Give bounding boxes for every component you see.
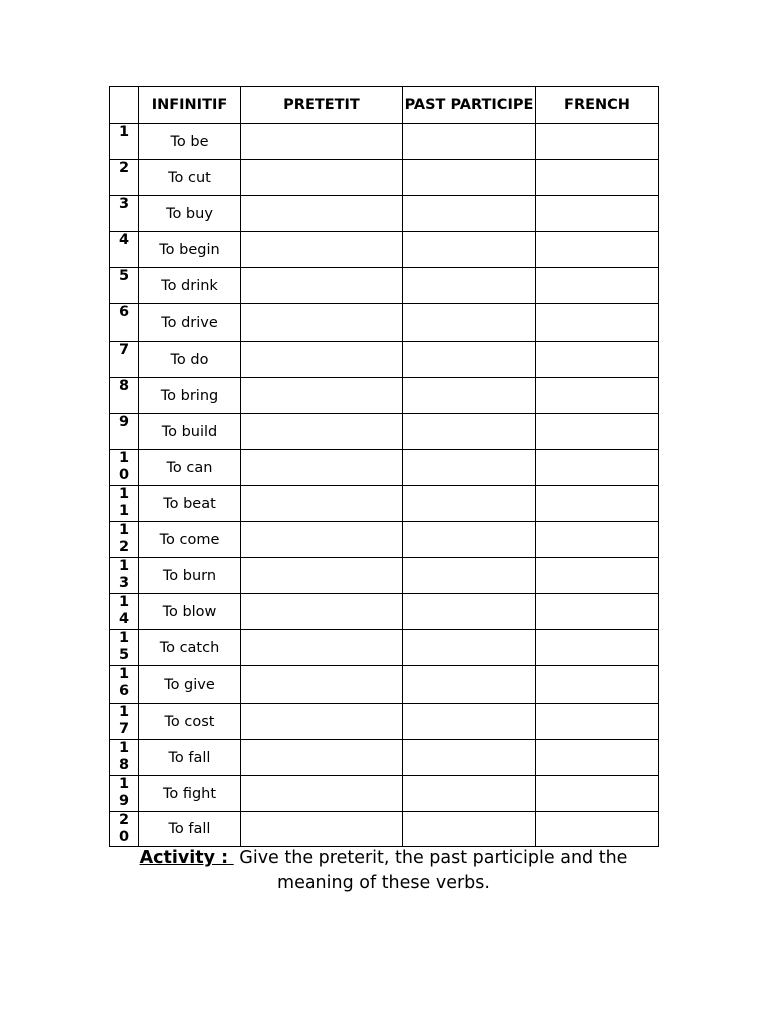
row-number: 8 <box>110 378 139 414</box>
row-number: 17 <box>110 704 139 740</box>
row-number: 14 <box>110 594 139 630</box>
row-number: 16 <box>110 666 139 704</box>
infinitive-cell: To catch <box>139 630 241 666</box>
french-cell[interactable] <box>536 304 659 342</box>
row-number: 9 <box>110 414 139 450</box>
table-row <box>110 196 659 232</box>
past-participle-cell[interactable] <box>403 268 536 304</box>
table-row <box>110 630 659 666</box>
french-cell[interactable] <box>536 414 659 450</box>
infinitive-cell: To fall <box>139 812 241 847</box>
french-cell[interactable] <box>536 196 659 232</box>
past-participle-cell[interactable] <box>403 414 536 450</box>
french-cell[interactable] <box>536 558 659 594</box>
preterit-cell[interactable] <box>241 124 403 160</box>
row-number: 3 <box>110 196 139 232</box>
infinitive-cell: To begin <box>139 232 241 268</box>
french-cell[interactable] <box>536 378 659 414</box>
preterit-cell[interactable] <box>241 304 403 342</box>
table-row <box>110 666 659 704</box>
past-participle-cell[interactable] <box>403 812 536 847</box>
header-french: FRENCH <box>536 87 659 124</box>
past-participle-cell[interactable] <box>403 378 536 414</box>
french-cell[interactable] <box>536 594 659 630</box>
infinitive-cell: To do <box>139 342 241 378</box>
french-cell[interactable] <box>536 704 659 740</box>
french-cell[interactable] <box>536 630 659 666</box>
infinitive-cell: To be <box>139 124 241 160</box>
infinitive-cell: To fall <box>139 740 241 776</box>
french-cell[interactable] <box>536 268 659 304</box>
table-row <box>110 704 659 740</box>
french-cell[interactable] <box>536 776 659 812</box>
table-row <box>110 124 659 160</box>
past-participle-cell[interactable] <box>403 666 536 704</box>
preterit-cell[interactable] <box>241 522 403 558</box>
past-participle-cell[interactable] <box>403 630 536 666</box>
infinitive-cell: To can <box>139 450 241 486</box>
row-number: 12 <box>110 522 139 558</box>
preterit-cell[interactable] <box>241 486 403 522</box>
preterit-cell[interactable] <box>241 630 403 666</box>
past-participle-cell[interactable] <box>403 704 536 740</box>
past-participle-cell[interactable] <box>403 594 536 630</box>
activity-text: Give the preterit, the past participle and the meaning of these verbs. <box>239 848 628 893</box>
infinitive-cell: To cost <box>139 704 241 740</box>
table-row <box>110 486 659 522</box>
row-number: 6 <box>110 304 139 342</box>
row-number: 1 <box>110 124 139 160</box>
verb-table <box>109 86 659 847</box>
table-row <box>110 160 659 196</box>
row-number: 11 <box>110 486 139 522</box>
header-past-participle: PAST PARTICIPE <box>403 87 536 124</box>
table-row <box>110 232 659 268</box>
table-row <box>110 776 659 812</box>
french-cell[interactable] <box>536 522 659 558</box>
infinitive-cell: To fight <box>139 776 241 812</box>
table-row <box>110 740 659 776</box>
table-row <box>110 342 659 378</box>
french-cell[interactable] <box>536 450 659 486</box>
past-participle-cell[interactable] <box>403 196 536 232</box>
past-participle-cell[interactable] <box>403 558 536 594</box>
preterit-cell[interactable] <box>241 378 403 414</box>
activity-instructions <box>109 846 658 896</box>
past-participle-cell[interactable] <box>403 740 536 776</box>
row-number: 7 <box>110 342 139 378</box>
preterit-cell[interactable] <box>241 776 403 812</box>
infinitive-cell: To give <box>139 666 241 704</box>
table-row <box>110 414 659 450</box>
row-number: 19 <box>110 776 139 812</box>
infinitive-cell: To come <box>139 522 241 558</box>
preterit-cell[interactable] <box>241 594 403 630</box>
past-participle-cell[interactable] <box>403 124 536 160</box>
past-participle-cell[interactable] <box>403 304 536 342</box>
verb-rows <box>110 124 659 847</box>
row-number: 2 <box>110 160 139 196</box>
infinitive-cell: To beat <box>139 486 241 522</box>
french-cell[interactable] <box>536 232 659 268</box>
preterit-cell[interactable] <box>241 160 403 196</box>
preterit-cell[interactable] <box>241 740 403 776</box>
preterit-cell[interactable] <box>241 450 403 486</box>
infinitive-cell: To burn <box>139 558 241 594</box>
preterit-cell[interactable] <box>241 812 403 847</box>
preterit-cell[interactable] <box>241 342 403 378</box>
french-cell[interactable] <box>536 666 659 704</box>
preterit-cell[interactable] <box>241 666 403 704</box>
past-participle-cell[interactable] <box>403 232 536 268</box>
infinitive-cell: To bring <box>139 378 241 414</box>
table-row <box>110 558 659 594</box>
french-cell[interactable] <box>536 124 659 160</box>
table-row <box>110 304 659 342</box>
row-number: 18 <box>110 740 139 776</box>
table-row <box>110 522 659 558</box>
past-participle-cell[interactable] <box>403 776 536 812</box>
french-cell[interactable] <box>536 342 659 378</box>
infinitive-cell: To blow <box>139 594 241 630</box>
table-row <box>110 378 659 414</box>
preterit-cell[interactable] <box>241 704 403 740</box>
infinitive-cell: To cut <box>139 160 241 196</box>
infinitive-cell: To drink <box>139 268 241 304</box>
activity-label: Activity : <box>139 848 229 868</box>
header-number <box>110 87 139 124</box>
header-preterit: PRETETIT <box>241 87 403 124</box>
preterit-cell[interactable] <box>241 268 403 304</box>
past-participle-cell[interactable] <box>403 486 536 522</box>
past-participle-cell[interactable] <box>403 522 536 558</box>
row-number: 15 <box>110 630 139 666</box>
row-number: 20 <box>110 812 139 847</box>
past-participle-cell[interactable] <box>403 160 536 196</box>
preterit-cell[interactable] <box>241 232 403 268</box>
row-number: 4 <box>110 232 139 268</box>
table-row <box>110 268 659 304</box>
table-row <box>110 450 659 486</box>
french-cell[interactable] <box>536 486 659 522</box>
header-infinitive: INFINITIF <box>139 87 241 124</box>
past-participle-cell[interactable] <box>403 450 536 486</box>
infinitive-cell: To buy <box>139 196 241 232</box>
past-participle-cell[interactable] <box>403 342 536 378</box>
preterit-cell[interactable] <box>241 558 403 594</box>
header-row <box>110 87 659 124</box>
row-number: 10 <box>110 450 139 486</box>
french-cell[interactable] <box>536 740 659 776</box>
row-number: 5 <box>110 268 139 304</box>
preterit-cell[interactable] <box>241 414 403 450</box>
french-cell[interactable] <box>536 160 659 196</box>
table-row <box>110 812 659 847</box>
row-number: 13 <box>110 558 139 594</box>
preterit-cell[interactable] <box>241 196 403 232</box>
french-cell[interactable] <box>536 812 659 847</box>
infinitive-cell: To build <box>139 414 241 450</box>
infinitive-cell: To drive <box>139 304 241 342</box>
table-row <box>110 594 659 630</box>
